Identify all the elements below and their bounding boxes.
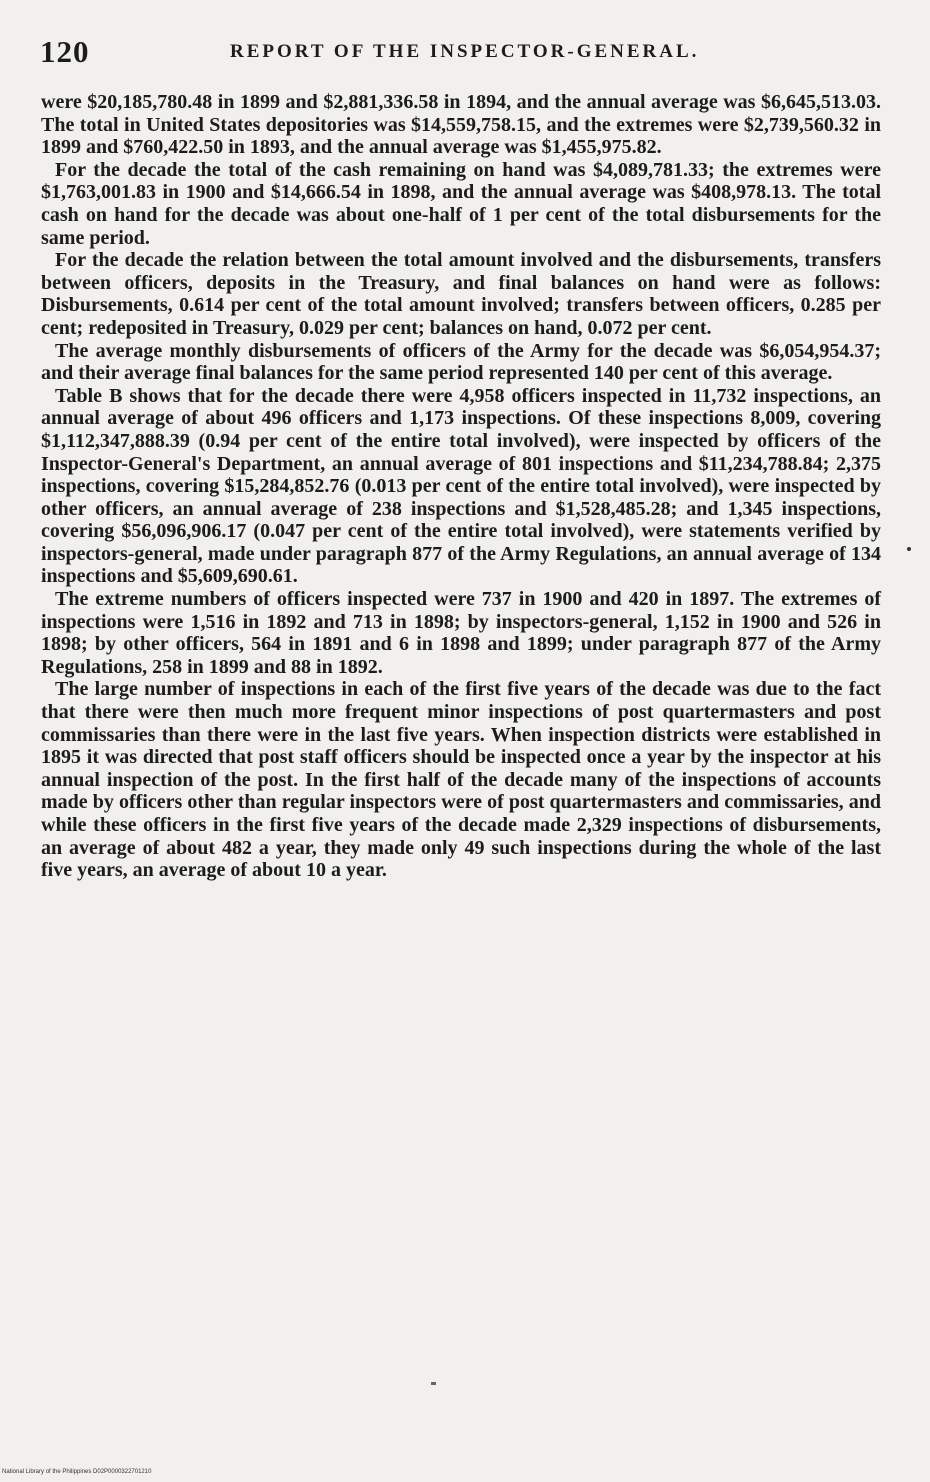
page-header xyxy=(40,34,900,74)
page-number: 120 xyxy=(40,34,90,69)
print-speck xyxy=(907,547,911,551)
paragraph: For the decade the total of the cash remaining on hand was $4,089,781.33; the extremes were $1,763,001.83 in 1900 and $14,666.54 in 1898, and the annual average was $408,978.13. The total cash on hand for the decade was about one-half of 1 per cent of the total disbursements for the same period. xyxy=(41,158,881,249)
paragraph: The large number of inspections in each of the first five years of the decade was due to the fact that there were then much more frequent minor inspections of post quartermasters and post commissaries than there were in the last five years. When inspection districts were established in 1895 it was directed that post staff officers should be inspected once a year by the inspector at his annual inspection of the post. In the first half of the decade many of the inspections of accounts made by officers other than regular inspectors were of post quartermasters and commissaries, and while these officers in the first five years of the decade made 2,329 inspections of disbursements, an average of about 482 a year, they made only 49 such inspections during the whole of the last five years, an average of about 10 a year. xyxy=(41,678,881,882)
running-head: REPORT OF THE INSPECTOR-GENERAL. xyxy=(230,41,700,62)
print-speck xyxy=(431,1382,436,1385)
body-text xyxy=(41,91,881,882)
paragraph: were $20,185,780.48 in 1899 and $2,881,336.58 in 1894, and the annual average was $6,645,513.03. The total in United States depositories was $14,559,758.15, and the extremes were $2,739,560.32 in 1899 and $760,422.50 in 1893, and the annual average was $1,455,975.82. xyxy=(41,91,881,159)
paragraph: The average monthly disbursements of officers of the Army for the decade was $6,054,954.37; and their average final balances for the same period represented 140 per cent of this average. xyxy=(41,339,881,385)
scan-credit: National Library of the Philippines D02P0000322701210 xyxy=(2,1469,152,1475)
paragraph: For the decade the relation between the total amount involved and the disbursements, transfers between officers, deposits in the Treasury, and final balances on hand were as follows: Disbursements, 0.614 per cent of the total amount involved; transfers between officers, 0.285 per cent; redeposited in Treasury, 0.029 per cent; balances on hand, 0.072 per cent. xyxy=(41,249,881,339)
paragraph: Table B shows that for the decade there were 4,958 officers inspected in 11,732 inspections, an annual average of about 496 officers and 1,173 inspections. Of these inspections 8,009, covering $1,112,347,888.39 (0.94 per cent of the entire total involved), were inspected by officers of the Inspector-General's Department, an annual average of 801 inspections and $11,234,788.84; 2,375 inspections, covering $15,284,852.76 (0.013 per cent of the entire total involved), were inspected by other officers, an annual average of 238 inspections and $1,528,485.28; and 1,345 inspections, covering $56,096,906.17 (0.047 per cent of the entire total involved), were statements verified by inspectors-general, made under paragraph 877 of the Army Regulations, an annual average of 134 inspections and $5,609,690.61. xyxy=(41,384,881,588)
paragraph: The extreme numbers of officers inspected were 737 in 1900 and 420 in 1897. The extremes of inspections were 1,516 in 1892 and 713 in 1898; by inspectors-general, 1,152 in 1900 and 526 in 1898; by other officers, 564 in 1891 and 6 in 1898 and 1899; under paragraph 877 of the Army Regulations, 258 in 1899 and 88 in 1892. xyxy=(41,588,881,678)
